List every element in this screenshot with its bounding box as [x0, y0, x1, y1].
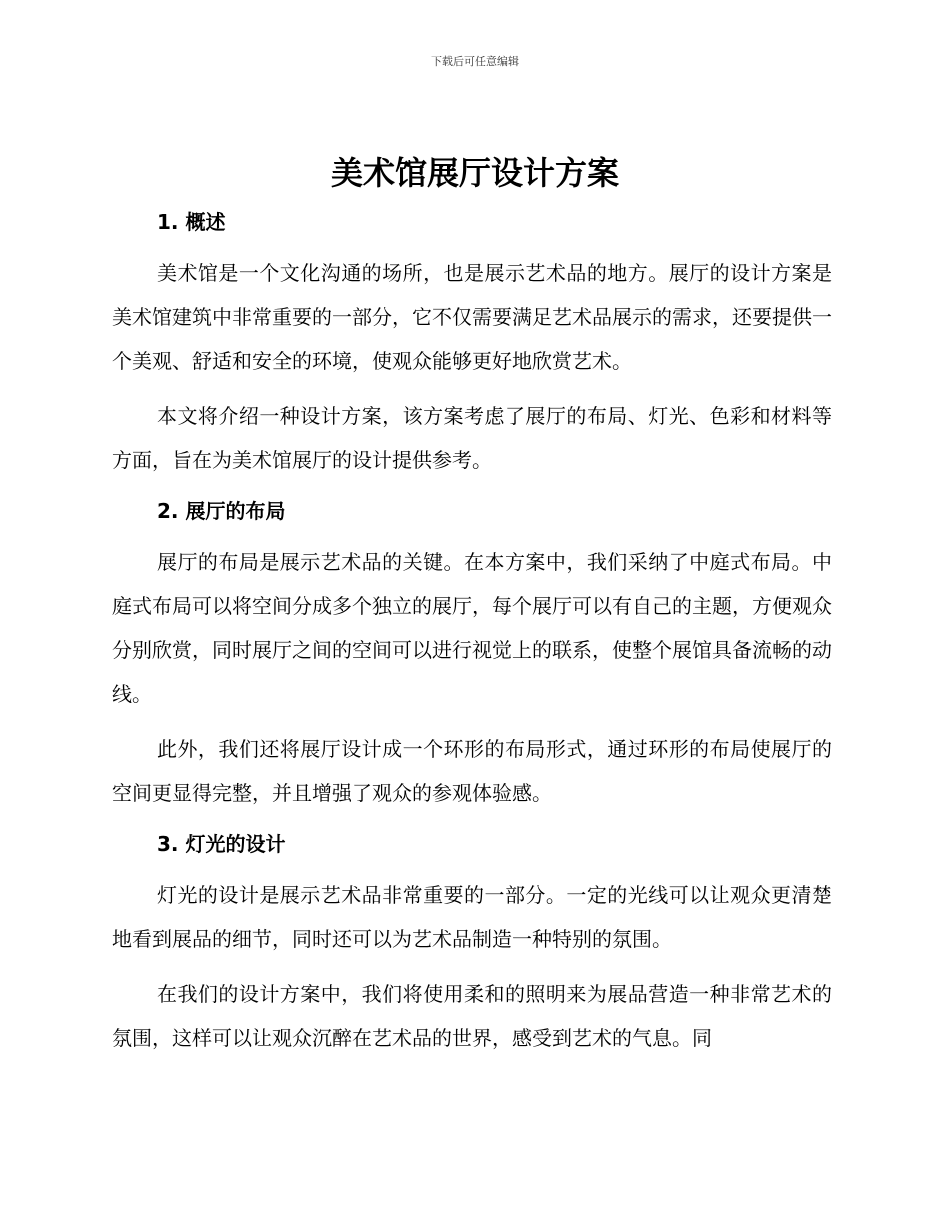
paragraph: 展厅的布局是展示艺术品的关键。在本方案中，我们采纳了中庭式布局。中庭式布局可以将空间分成多个独立的展厅，每个展厅可以有自己的主题，方便观众分别欣赏，同时展厅之间的空间可以进行视觉上的联系，使整个展馆具备流畅的动线。	[112, 550, 832, 706]
paragraph: 在我们的设计方案中，我们将使用柔和的照明来为展品营造一种非常艺术的氛围，这样可以让观众沉醉在艺术品的世界，感受到艺术的气息。同	[112, 982, 832, 1050]
document-body	[112, 202, 832, 1060]
section-heading-layout: 2. 展厅的布局	[157, 499, 286, 523]
section-heading-lighting: 3. 灯光的设计	[157, 832, 286, 856]
paragraph: 灯光的设计是展示艺术品非常重要的一部分。一定的光线可以让观众更清楚地看到展品的细节，同时还可以为艺术品制造一种特别的氛围。	[112, 883, 832, 951]
paragraph: 此外，我们还将展厅设计成一个环形的布局形式，通过环形的布局使展厅的空间更显得完整，并且增强了观众的参观体验感。	[112, 737, 832, 805]
document-title: 美术馆展厅设计方案	[330, 154, 619, 192]
paragraph: 美术馆是一个文化沟通的场所，也是展示艺术品的地方。展厅的设计方案是美术馆建筑中非常重要的一部分，它不仅需要满足艺术品展示的需求，还要提供一个美观、舒适和安全的环境，使观众能够更好地欣赏艺术。	[112, 261, 832, 373]
section-heading-overview: 1. 概述	[157, 210, 226, 234]
header-note: 下载后可任意编辑	[431, 55, 519, 68]
paragraph: 本文将介绍一种设计方案，该方案考虑了展厅的布局、灯光、色彩和材料等方面，旨在为美术馆展厅的设计提供参考。	[112, 404, 832, 472]
